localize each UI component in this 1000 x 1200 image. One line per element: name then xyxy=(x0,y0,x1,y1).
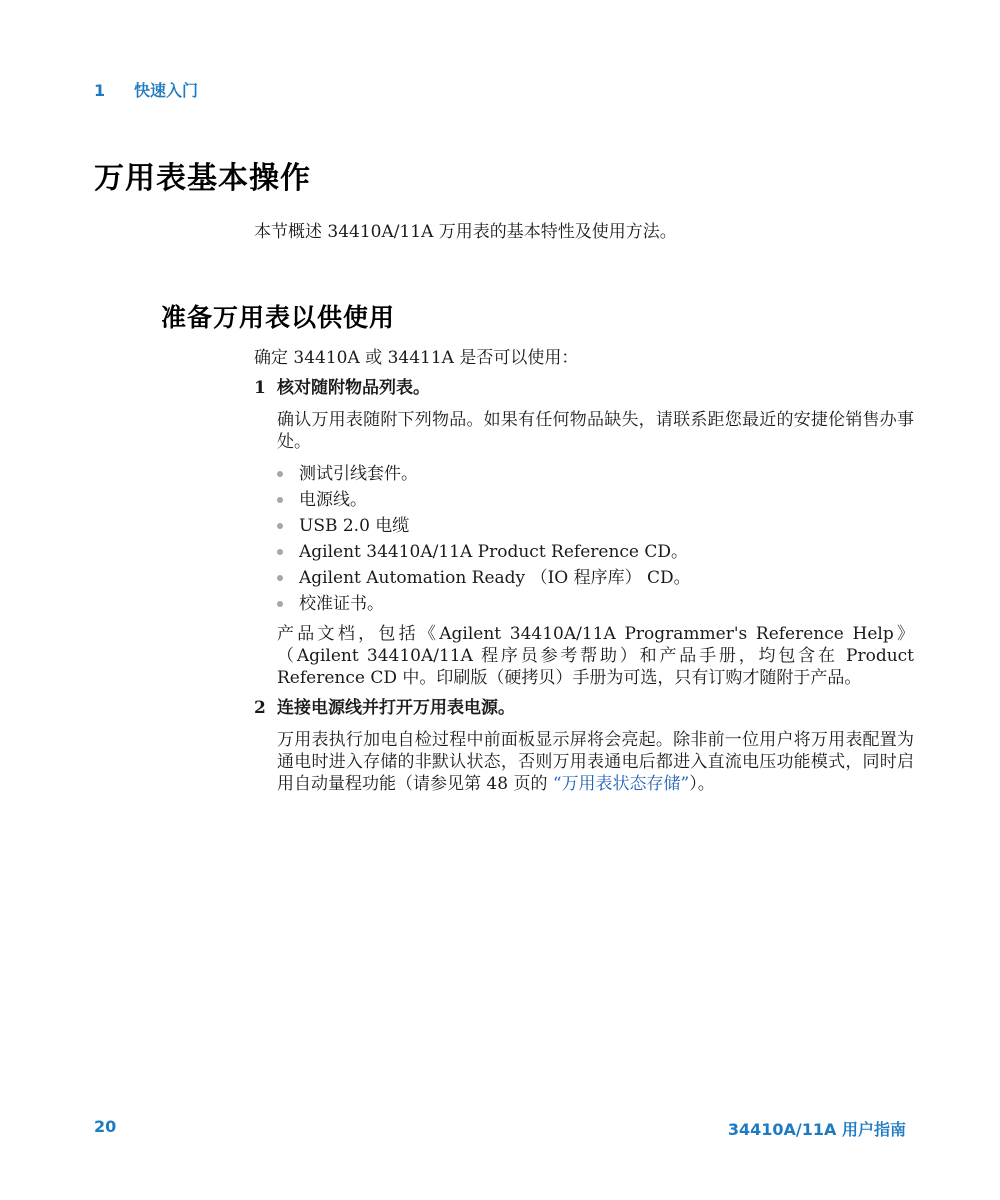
bullet-icon xyxy=(277,601,283,607)
step-number: 2 xyxy=(254,698,266,718)
step-number: 1 xyxy=(254,378,266,398)
list-item-text: Agilent 34410A/11A Product Reference CD。 xyxy=(299,542,689,562)
included-items-list xyxy=(277,461,914,617)
step-paragraph xyxy=(277,729,914,795)
documentation-note: 产品文档，包括《Agilent 34410A/11A Programmer's Reference Help》（Agilent 34410A/11A 程序员参考帮助）和产品手册，均包含在 Product Reference CD 中。印刷版（硬拷贝）手册为可选，只有订购才随附于产品。 xyxy=(277,624,914,688)
list-item xyxy=(277,591,914,617)
bullet-icon xyxy=(277,523,283,529)
list-item-text: 测试引线套件。 xyxy=(299,464,418,484)
list-item-text: Agilent Automation Ready （IO 程序库） CD。 xyxy=(299,568,691,588)
section-intro: 本节概述 34410A/11A 万用表的基本特性及使用方法。 xyxy=(254,222,677,242)
state-storage-link[interactable]: “万用表状态存储” xyxy=(552,774,690,794)
subsection-title: 准备万用表以供使用 xyxy=(161,303,396,332)
list-item-text: 电源线。 xyxy=(299,490,367,510)
chapter-number: 1 xyxy=(94,81,106,100)
step-paragraph: 确认万用表随附下列物品。如果有任何物品缺失，请联系距您最近的安捷伦销售办事处。 xyxy=(277,410,914,452)
section-title: 万用表基本操作 xyxy=(94,161,311,196)
paragraph-text: 万用表执行加电自检过程中前面板显示屏将会亮起。除非前一位用户将万用表配置为通电时进入存储的非默认状态，否则万用表通电后都进入直流电压功能模式，同时启用自动量程功能（请参见第 48 页的 xyxy=(277,730,914,794)
subsection-body xyxy=(254,347,914,803)
guide-title: 34410A/11A 用户指南 xyxy=(727,1120,906,1139)
bullet-icon xyxy=(277,497,283,503)
list-item-text: 校准证书。 xyxy=(299,594,384,614)
page-number: 20 xyxy=(94,1117,117,1136)
list-item xyxy=(277,513,914,539)
chapter-title: 快速入门 xyxy=(134,81,199,100)
list-item xyxy=(277,487,914,513)
step-2 xyxy=(254,697,914,795)
step-title: 连接电源线并打开万用表电源。 xyxy=(277,698,515,718)
step-title: 核对随附物品列表。 xyxy=(277,378,430,398)
bullet-icon xyxy=(277,549,283,555)
bullet-icon xyxy=(277,471,283,477)
list-item xyxy=(277,539,914,565)
running-header xyxy=(94,78,198,101)
step-heading xyxy=(254,697,914,719)
step-heading xyxy=(254,377,914,399)
list-item xyxy=(277,461,914,487)
list-item-text: USB 2.0 电缆 xyxy=(299,516,410,536)
lead-sentence: 确定 34410A 或 34411A 是否可以使用： xyxy=(254,348,579,368)
paragraph-text-end: ）。 xyxy=(689,774,715,794)
bullet-icon xyxy=(277,575,283,581)
step-1 xyxy=(254,377,914,689)
list-item xyxy=(277,565,914,591)
